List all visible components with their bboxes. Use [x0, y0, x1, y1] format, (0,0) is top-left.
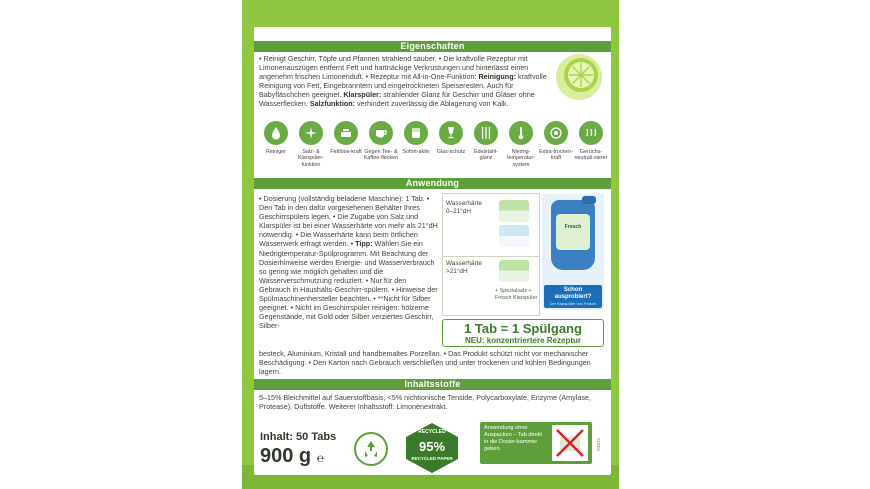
icon-item-2 — [328, 121, 364, 155]
slogan-box — [442, 319, 604, 347]
info-panel — [254, 27, 611, 475]
contents-block — [260, 431, 336, 468]
trocken-icon — [544, 121, 568, 145]
icon-label: Glas-schutz — [436, 149, 466, 155]
bottle-image — [551, 200, 595, 270]
promo-subtitle: Der Klarspüler von Frosch — [549, 301, 597, 306]
badge-bottom-text: RECYCLED PAPER — [411, 456, 453, 461]
warning-text: Anwendung ohne Auspacken – Tab direkt in die Dosier-kammer geben. — [484, 425, 543, 452]
dosage-divider — [443, 256, 539, 257]
edelstahl-icon — [474, 121, 498, 145]
lime-icon — [555, 53, 603, 101]
promo-caption — [544, 285, 602, 308]
icon-item-1 — [293, 121, 329, 168]
bottle-cap — [582, 196, 596, 204]
icon-item-3 — [363, 121, 399, 162]
dosage-box — [442, 193, 540, 316]
feature-icon-row — [254, 121, 611, 183]
icon-label: Sofort-aktiv — [402, 149, 430, 155]
icon-item-7 — [503, 121, 539, 168]
eigenschaften-heading: Eigenschaften — [254, 41, 611, 52]
icon-item-6 — [468, 121, 504, 162]
estimate-mark: ℮ — [316, 451, 324, 465]
temperatur-icon — [509, 121, 533, 145]
badge-percent: 95% — [418, 439, 446, 454]
badge-top-text: RECYCLED — [418, 429, 446, 435]
sofort-aktiv-icon — [404, 121, 428, 145]
icon-item-4 — [398, 121, 434, 155]
tab-image-1 — [499, 200, 529, 222]
recycled-paper-badge — [402, 421, 462, 475]
tab-image-3 — [499, 260, 529, 282]
icon-label: Edelstahl-glanz — [474, 149, 498, 162]
bottle-label — [556, 214, 590, 250]
icon-label: Salz- & Klarspüler-funktion — [297, 149, 325, 168]
geruch-icon — [579, 121, 603, 145]
dose-hardness-high: Wasserhärte >21°dH — [446, 260, 482, 275]
product-code: V4822 — [596, 437, 601, 451]
icon-item-0 — [258, 121, 294, 155]
eigenschaften-text: • Reinigt Geschirr, Töpfe und Pfannen strahlend sauber. • Die kraftvolle Rezeptur mit Limonenauszügen entfernt Fett und hartnäckige Verkrustungen und hinterlässt einen angenehm frischen Limonenduft. • Rezeptur mit All-in-One-Funktion: Reinigung: kraftvolle Reinigung von Fett, Eingebranntem und eingetrockneten Speiseresten. Auch für Babyfläschchen geeignet. Klarspüler: strahlender Glanz für Geschirr und Gläser ohne Wasserflecken. Salzfunktion: verhindert zuverlässig die Ablagerung von Kalk. — [259, 54, 547, 109]
klarspueler-promo — [542, 194, 604, 310]
dose-hardness-low: Wasserhärte 0–21°dH — [446, 200, 482, 215]
dose-extra-note: + Spezialsalz + Frosch Klarspüler — [495, 288, 538, 301]
anwendung-text: • Dosierung (vollständig beladene Maschine): 1 Tab. • Den Tab in den dafür vorgesehenen Behälter Ihres Geschirrspülers legen. • Die Zugabe von Salz und Klarspüler ist bei einer Wasserhärte von mehr als 21°dH notwendig. • Die Wasserhärte kann beim örtlichen Wasserwerk erfragt werden. • Tipp: Wählen Sie ein Niedrigtemperatur-Spülprogramm. Mit Beachtung der Dosierhinweise werden Energie- und Wasserverbrauch so gering wie möglich gehalten und die Wasserverschmutzung reduziert. • Nur für den Gebrauch in Haushalts-Geschirr-spülern. • Hinweise der Spülmaschinenhersteller beachten. • **Nicht für Silber geeignet. • Nicht im Geschirrspüler reinigen: hölzerne Gegenstände, mit Gold oder Silber verziertes Geschirr, Silber- — [259, 194, 438, 331]
salz-klarspueler-icon — [299, 121, 323, 145]
anwendung-heading: Anwendung — [254, 178, 611, 189]
tee-kaffee-icon — [369, 121, 393, 145]
promo-title: Schon ausprobiert? — [554, 287, 592, 300]
fettloese-icon — [334, 121, 358, 145]
reiniger-icon — [264, 121, 288, 145]
recycle-icon — [354, 432, 388, 466]
slogan-title: 1 Tab = 1 Spülgang — [464, 321, 582, 336]
icon-label: Reiniger — [265, 149, 287, 155]
icon-item-5 — [433, 121, 469, 155]
icon-label: Fettlöse-kraft — [330, 149, 362, 155]
weight-line — [260, 445, 336, 468]
icon-label: Extra-trocken-kraft — [539, 149, 573, 162]
glasschutz-icon — [439, 121, 463, 145]
usage-warning — [480, 422, 592, 464]
anwendung-text-continued: besteck, Aluminium, Kristall und handbemaltes Porzellan. • Das Produkt schützt nicht vor mechanischer Beschädigung. • Den Karton nach Gebrauch verschließen und unter trockenen und kühlen Bedingungen lagern. — [259, 349, 591, 377]
inhaltsstoffe-heading: Inhaltsstoffe — [254, 379, 611, 390]
contents-label: Inhalt: 50 Tabs — [260, 431, 337, 443]
slogan-subtitle: NEU: konzentriertere Rezeptur — [464, 336, 582, 345]
icon-item-8 — [538, 121, 574, 162]
no-unwrap-icon — [552, 425, 588, 461]
icon-label: Niedrig-temperatur-system — [507, 149, 535, 168]
weight-value: 900 g — [260, 445, 312, 467]
inhaltsstoffe-text: 5–15% Bleichmittel auf Sauerstoffbasis, <5% nichtionische Tenside, Polycarboxylate, Enzyme (Amylase, Protease), Duftstoffe. Weiterer Inhaltsstoff: Limonenextrakt. — [259, 393, 591, 412]
icon-label: Geruchs-neutrali-sierer — [574, 149, 608, 162]
icon-item-9 — [573, 121, 609, 162]
bottle-brand: Frosch — [564, 224, 582, 230]
tab-image-2 — [499, 225, 529, 247]
icon-label: Gegen Tee- & Kaffee-flecken — [363, 149, 399, 162]
